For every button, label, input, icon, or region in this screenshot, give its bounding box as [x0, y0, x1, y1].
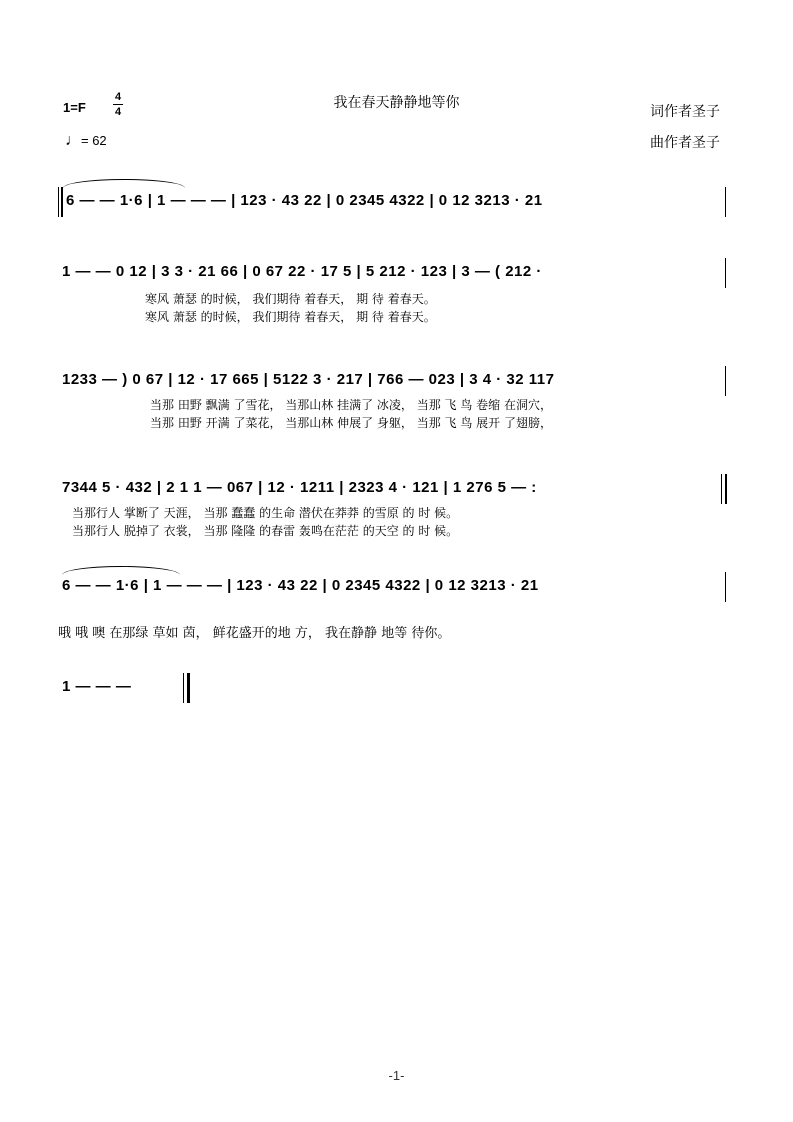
lyric-verse-1: 当那 田野 飘满 了雪花， 当那山林 挂满了 冰凌， 当那 飞 鸟 卷缩 在洞穴， [150, 398, 552, 412]
tempo-marking [65, 132, 107, 150]
score-system-1 [0, 187, 793, 227]
key-signature: 1=F [63, 100, 86, 115]
score-system-5 [0, 572, 793, 642]
time-signature-bottom: 4 [114, 106, 122, 118]
lyric-verse-2: 当那行人 脱掉了 衣裳， 当那 隆隆 的春雷 轰鸣在茫茫 的天空 的 时 候。 [72, 524, 459, 538]
time-signature-top: 4 [114, 91, 122, 103]
lyric-verse-2: 寒风 萧瑟 的时候， 我们期待 着春天， 期 待 着春天。 [145, 310, 436, 324]
lyricist-credit: 词作者圣子 [650, 104, 720, 120]
notation-line: 7344 5 · 432 | 2 1 1 — 067 | 12 · 1211 | 2323 4 · 121 | 1 276 5 — : [62, 479, 537, 496]
score-system-3 [0, 366, 793, 436]
quarter-note-icon: ♩ [65, 132, 81, 149]
lyric-verse-1: 寒风 萧瑟 的时候， 我们期待 着春天， 期 待 着春天。 [145, 292, 436, 306]
score-system-4 [0, 474, 793, 544]
notation-line: 6 — — 1·6 | 1 — — — | 123 · 43 22 | 0 2345 4322 | 0 12 3213 · 21 [62, 577, 539, 594]
lyric-verse-1: 当那行人 掌断了 天涯， 当那 蠢蠢 的生命 潜伏在莽莽 的雪原 的 时 候。 [72, 506, 459, 520]
page-number: -1- [388, 1068, 405, 1083]
lyric-verse-2: 当那 田野 开满 了菜花， 当那山林 伸展了 身躯， 当那 飞 鸟 展开 了翅膀， [150, 416, 552, 430]
song-title: 我在春天静静地等你 [333, 95, 460, 111]
notation-line: 1 — — — [62, 678, 132, 695]
notation-line: 6 — — 1·6 | 1 — — — | 123 · 43 22 | 0 2345 4322 | 0 12 3213 · 21 [66, 192, 543, 209]
score-system-6 [0, 676, 793, 706]
score-system-2 [0, 258, 793, 328]
notation-line: 1 — — 0 12 | 3 3 · 21 66 | 0 67 22 · 17 5 | 5 212 · 123 | 3 — ( 212 · [62, 263, 542, 280]
tempo-value: = 62 [81, 133, 107, 148]
notation-line: 1233 — ) 0 67 | 12 · 17 665 | 5122 3 · 217 | 766 — 023 | 3 4 · 32 117 [62, 371, 555, 388]
lyric-verse-1: 哦 哦 噢 在那绿 草如 茵， 鲜花盛开的地 方， 我在静静 地等 待你。 [58, 626, 451, 641]
composer-credit: 曲作者圣子 [650, 135, 720, 151]
time-signature [112, 90, 124, 119]
